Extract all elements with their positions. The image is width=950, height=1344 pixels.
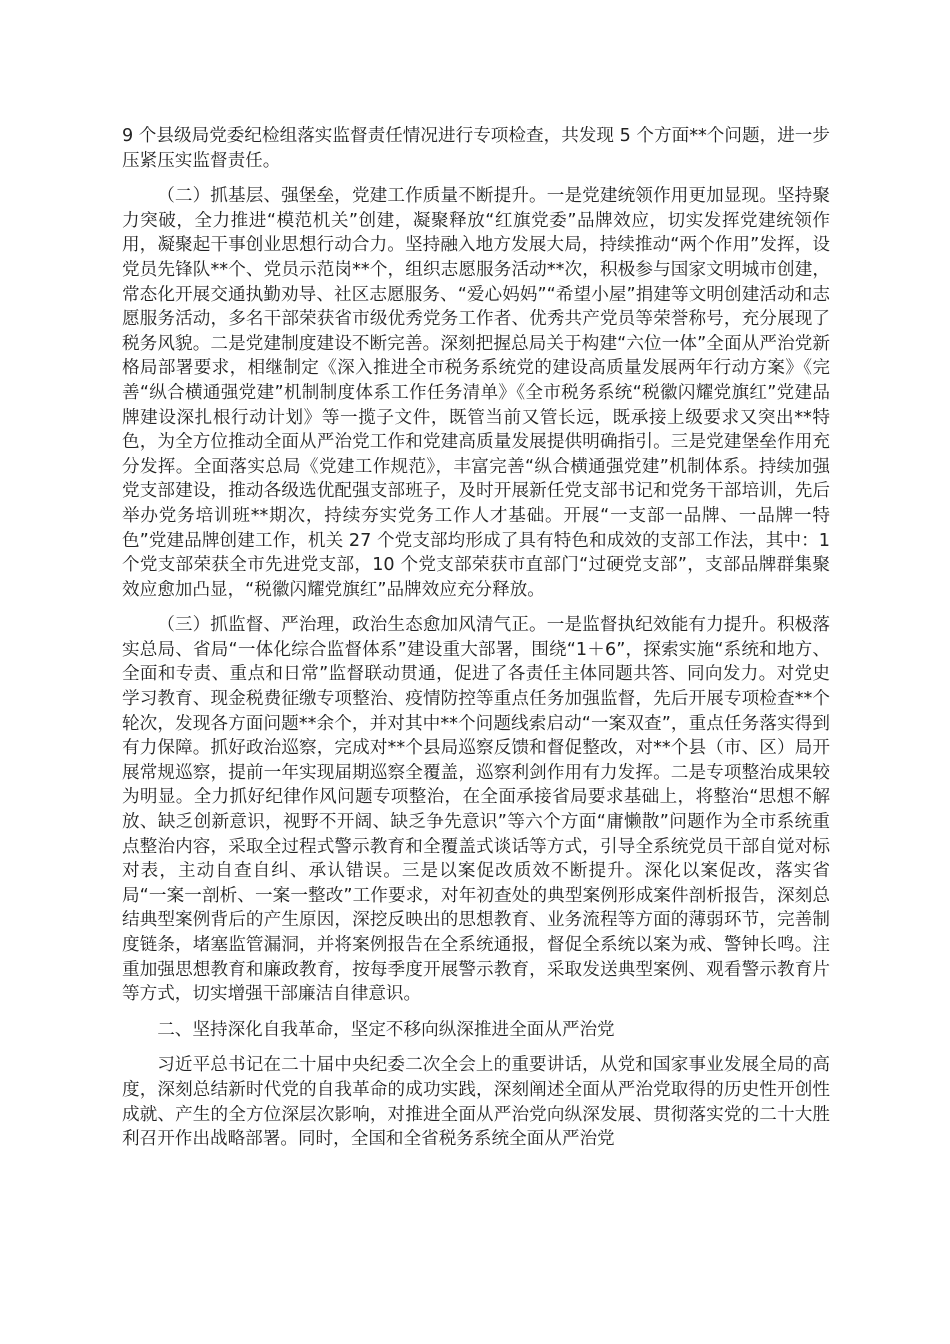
paragraph-self-revolution: 习近平总书记在二十届中央纪委二次全会上的重要讲话，从党和国家事业发展全局的高度，深刻总结新时代党的自我革命的成功实践，深刻阐述全面从严治党取得的历史性开创性成就、产生的全方位深层次影响，对推进全面从严治党向纵深发展、贯彻落实党的二十大胜利召开作出战略部署。同时，全国和全省税务系统全面从严治党 [122,1055,830,1150]
section-heading: 二、坚持深化自我革命，坚定不移向纵深推进全面从严治党 [157,1019,615,1040]
paragraph-party-building: （二）抓基层、强堡垒，党建工作质量不断提升。一是党建统领作用更加显现。坚持聚力突破，全力推进“模范机关”创建，凝聚释放“红旗党委”品牌效应，切实发挥党建统领作用，凝聚起干事创业思想行动合力。坚持融入地方发展大局，持续推动“两个作用”发挥，设党员先锋队**个、党员示范岗**个，组织志愿服务活动**次，积极参与国家文明城市创建，常态化开展交通执勤劝导、社区志愿服务、“爱心妈妈”“希望小屋”捐建等文明创建活动和志愿服务活动，多名干部荣获省市级优秀党务工作者、优秀共产党员等荣誉称号，充分展现了税务风貌。二是党建制度建设不断完善。深刻把握总局关于构建“六位一体”全面从严治党新格局部署要求，相继制定《深入推进全市税务系统党的建设高质量发展两年行动方案》《完善“纵合横通强党建”机制制度体系工作任务清单》《全市税务系统“税徽闪耀党旗红”党建品牌建设深扎根行动计划》等一揽子文件，既管当前又管长远，既承接上级要求又突出**特色，为全方位推动全面从严治党工作和党建高质量发展提供明确指引。三是党建堡垒作用充分发挥。全面落实总局《党建工作规范》，丰富完善“纵合横通强党建”机制体系。持续加强党支部建设，推动各级选优配强支部班子，及时开展新任党支部书记和党务干部培训，先后举办党务培训班**期次，持续夯实党务工作人才基础。开展“一支部一品牌、一品牌一特色”党建品牌创建工作，机关 27 个党支部均形成了具有特色和成效的支部工作法，其中：1 个党支部荣获全市先进党支部，10 个党支部荣获市直部门“过硬党支部”，支部品牌群集聚效应愈加凸显，“税徽闪耀党旗红”品牌效应充分释放。 [122,186,830,600]
document-page [122,124,830,1163]
paragraph-continuation: 9 个县级局党委纪检组落实监督责任情况进行专项检查，共发现 5 个方面**个问题，进一步压紧压实监督责任。 [122,126,830,171]
paragraph-supervision: （三）抓监督、严治理，政治生态愈加风清气正。一是监督执纪效能有力提升。积极落实总局、省局“一体化综合监督体系”建设重大部署，围绕“1＋6”，探索实施“系统和地方、全面和专责、重点和日常”监督联动贯通，促进了各责任主体同题共答、同向发力。对党史学习教育、现金税费征缴专项整治、疫情防控等重点任务加强监督，先后开展专项检查**个轮次，发现各方面问题**余个，并对其中**个问题线索启动“一案双查”，重点任务落实得到有力保障。抓好政治巡察，完成对**个县局巡察反馈和督促整改，对**个县（市、区）局开展常规巡察，提前一年实现届期巡察全覆盖，巡察利剑作用有力发挥。二是专项整治成果较为明显。全力抓好纪律作风问题专项整治，在全面承接省局要求基础上，将整治“思想不解放、缺乏创新意识，视野不开阔、缺乏争先意识”等六个方面“庸懒散”问题作为全市系统重点整治内容，采取全过程式警示教育和全覆盖式谈话等方式，引导全系统党员干部自觉对标对表，主动自查自纠、承认错误。三是以案促改质效不断提升。深化以案促改，落实省局“一案一剖析、一案一整改”工作要求，对年初查处的典型案例形成案件剖析报告，深刻总结典型案例背后的产生原因，深挖反映出的思想教育、业务流程等方面的薄弱环节，完善制度链条，堵塞监管漏洞，并将案例报告在全系统通报，督促全系统以案为戒、警钟长鸣。注重加强思想教育和廉政教育，按每季度开展警示教育，采取发送典型案例、观看警示教育片等方式，切实增强干部廉洁自律意识。 [122,615,830,1005]
